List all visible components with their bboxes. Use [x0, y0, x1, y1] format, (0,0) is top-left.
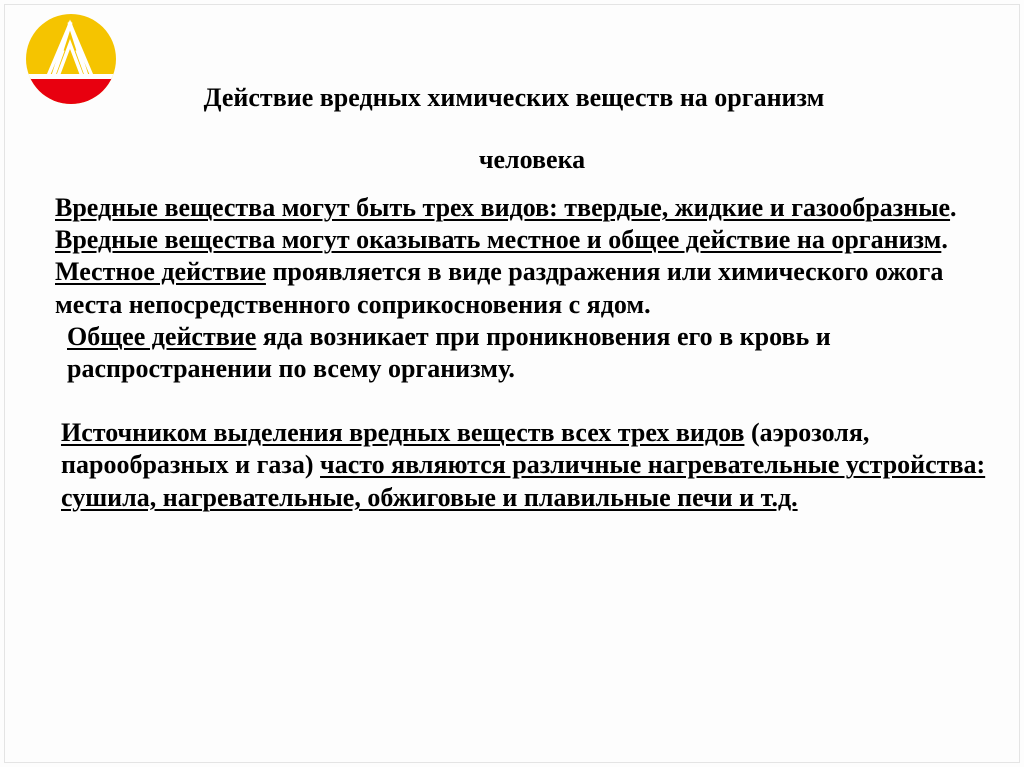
general-action-text: яда возникает при проникновения его в кровь и распространении по всему организму. [67, 321, 831, 384]
local-action-term: Местное действие [55, 257, 266, 287]
paragraph-types [55, 192, 995, 224]
paragraph-sources [55, 417, 995, 514]
action-statement: Вредные вещества могут оказывать местное и общее действие на организм [55, 225, 942, 255]
action-period: . [941, 225, 948, 255]
paragraph-local-action [55, 256, 995, 320]
spacer [55, 385, 995, 417]
types-period: . [950, 193, 957, 222]
sources-types: (аэрозоля, парообразных и газа) [61, 418, 870, 480]
local-action-text: проявляется в виде раздражения или химического ожога места непосредственного соприкосновения с ядом. [55, 257, 944, 319]
sources-lead: Источником выделения вредных веществ всех трех видов [61, 418, 745, 448]
slide-body [55, 192, 995, 514]
title-line-1: Действие вредных химических веществ на организм [203, 83, 825, 112]
types-statement: Вредные вещества могут быть трех видов: твердые, жидкие и газообразные [55, 193, 951, 222]
paragraph-general-action [55, 321, 995, 385]
general-action-term: Общее действие [67, 321, 257, 351]
slide-title [0, 82, 1024, 176]
paragraph-action [55, 224, 995, 256]
sources-devices: часто являются различные нагревательные устройства: сушила, нагревательные, обжиговые и плавильные печи и т.д. [61, 450, 986, 512]
title-line-2: человека [478, 145, 586, 174]
